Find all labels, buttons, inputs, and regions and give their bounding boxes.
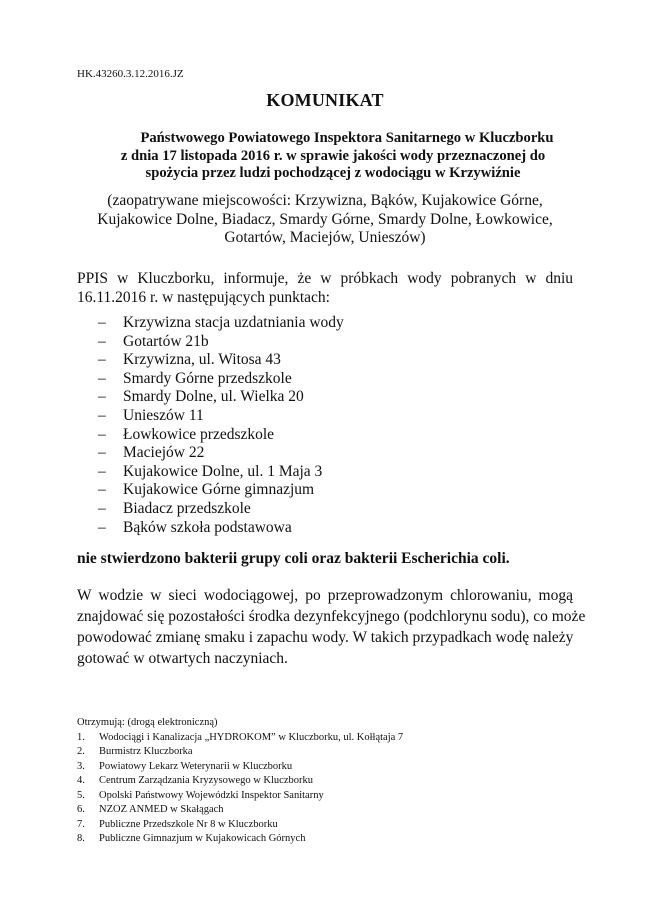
dash-bullet-icon: – bbox=[98, 481, 106, 499]
places-line: (zaopatrywane miejscowości: Krzywizna, Bąków, Kujakowice Górne, bbox=[107, 192, 543, 209]
list-item bbox=[98, 333, 344, 352]
list-item bbox=[77, 832, 403, 847]
recipient-number: 1. bbox=[77, 731, 85, 743]
list-item bbox=[77, 803, 403, 818]
recipient-name: Burmistrz Kluczborka bbox=[99, 746, 193, 757]
dash-bullet-icon: – bbox=[98, 462, 106, 480]
list-item bbox=[98, 370, 344, 389]
note-line: gotować w otwartych naczyniach. bbox=[77, 650, 288, 667]
list-item bbox=[77, 774, 403, 789]
intro-paragraph bbox=[77, 270, 573, 307]
sampling-point: Łowkowice przedszkole bbox=[123, 425, 275, 443]
list-item bbox=[98, 407, 344, 426]
recipient-name: Publiczne Gimnazjum w Kujakowicach Górnych bbox=[99, 833, 306, 844]
note-line: W wodzie w sieci wodociągowej, po przeprowadzonym chlorowaniu, mogą bbox=[77, 587, 573, 604]
recipient-name: Publiczne Przedszkole Nr 8 w Kluczborku bbox=[99, 818, 278, 830]
sampling-point: Unieszów 11 bbox=[123, 406, 204, 424]
sampling-point: Krzywizna stacja uzdatniania wody bbox=[123, 314, 344, 331]
list-item bbox=[98, 351, 344, 370]
note-line: znajdować się pozostałości środka dezynfekcyjnego (podchlorynu sodu), co może bbox=[77, 608, 586, 625]
recipient-name: NZOZ ANMED w Skałągach bbox=[99, 804, 224, 815]
intro-line: 16.11.2016 r. w następujących punktach: bbox=[77, 288, 330, 306]
list-item bbox=[98, 519, 344, 538]
recipient-number: 7. bbox=[77, 818, 85, 830]
recipient-number: 2. bbox=[77, 746, 85, 757]
subtitle-line: spożycia przez ludzi pochodzącej z wodociągu w Krzywiźnie bbox=[145, 165, 521, 181]
sampling-point: Krzywizna, ul. Witosa 43 bbox=[123, 351, 281, 369]
sampling-points-list bbox=[98, 314, 344, 537]
list-item bbox=[98, 388, 344, 407]
list-item bbox=[77, 731, 403, 746]
list-item bbox=[98, 500, 344, 519]
reference-number: HK.43260.3.12.2016.JZ bbox=[77, 68, 184, 80]
dash-bullet-icon: – bbox=[98, 388, 106, 406]
places-line: Gotartów, Maciejów, Unieszów) bbox=[224, 229, 426, 246]
document-title: KOMUNIKAT bbox=[266, 90, 384, 110]
sampling-point: Kujakowice Górne gimnazjum bbox=[123, 481, 315, 499]
dash-bullet-icon: – bbox=[98, 444, 106, 462]
subtitle-line: Państwowego Powiatowego Inspektora Sanitarnego w Kluczborku bbox=[140, 130, 554, 146]
list-item bbox=[98, 314, 344, 333]
dash-bullet-icon: – bbox=[98, 351, 106, 369]
sampling-point: Kujakowice Dolne, ul. 1 Maja 3 bbox=[123, 462, 323, 480]
recipient-name: Powiatowy Lekarz Weterynarii w Kluczborku bbox=[99, 760, 293, 772]
dash-bullet-icon: – bbox=[98, 406, 106, 424]
recipient-number: 4. bbox=[77, 775, 85, 786]
note-line: powodować zmianę smaku i zapachu wody. W takich przypadkach wodę należy bbox=[77, 629, 574, 646]
recipients-section bbox=[77, 716, 403, 847]
test-result: nie stwierdzono bakterii grupy coli oraz bakterii Escherichia coli. bbox=[77, 550, 510, 567]
intro-line: PPIS w Kluczborku, informuje, że w próbkach wody pobranych w dniu bbox=[77, 270, 573, 287]
recipient-number: 5. bbox=[77, 789, 85, 801]
dash-bullet-icon: – bbox=[98, 314, 106, 331]
list-item bbox=[77, 818, 403, 833]
sampling-point: Smardy Dolne, ul. Wielka 20 bbox=[123, 388, 304, 406]
dash-bullet-icon: – bbox=[98, 499, 106, 517]
sampling-point: Gotartów 21b bbox=[123, 332, 209, 350]
dash-bullet-icon: – bbox=[98, 425, 106, 443]
supplied-places bbox=[77, 192, 573, 248]
list-item bbox=[98, 444, 344, 463]
dash-bullet-icon: – bbox=[98, 369, 106, 387]
recipient-name: Wodociągi i Kanalizacja „HYDROKOM” w Kluczborku, ul. Kołłątaja 7 bbox=[99, 731, 404, 743]
list-item bbox=[98, 426, 344, 445]
recipient-number: 3. bbox=[77, 760, 85, 772]
sampling-point: Maciejów 22 bbox=[123, 444, 205, 462]
recipient-name: Centrum Zarządzania Kryzysowego w Kluczborku bbox=[99, 775, 314, 786]
document-subtitle bbox=[98, 130, 568, 183]
places-line: Kujakowice Dolne, Biadacz, Smardy Górne, Smardy Dolne, Łowkowice, bbox=[97, 210, 553, 228]
sampling-point: Smardy Górne przedszkole bbox=[123, 369, 292, 387]
list-item bbox=[98, 463, 344, 482]
recipient-number: 8. bbox=[77, 833, 85, 844]
dash-bullet-icon: – bbox=[98, 518, 106, 536]
dash-bullet-icon: – bbox=[98, 332, 106, 350]
list-item bbox=[77, 789, 403, 804]
subtitle-line: z dnia 17 listopada 2016 r. w sprawie jakości wody przeznaczonej do bbox=[120, 147, 546, 164]
recipients-list bbox=[77, 731, 403, 847]
sampling-point: Biadacz przedszkole bbox=[123, 499, 251, 517]
list-item bbox=[77, 760, 403, 775]
recipient-name: Opolski Państwowy Wojewódzki Inspektor Sanitarny bbox=[99, 789, 324, 801]
recipients-header: Otrzymują: (drogą elektroniczną) bbox=[77, 717, 218, 728]
recipient-number: 6. bbox=[77, 804, 85, 815]
list-item bbox=[98, 481, 344, 500]
list-item bbox=[77, 745, 403, 760]
chlorination-note bbox=[77, 585, 586, 669]
sampling-point: Bąków szkoła podstawowa bbox=[123, 518, 292, 536]
